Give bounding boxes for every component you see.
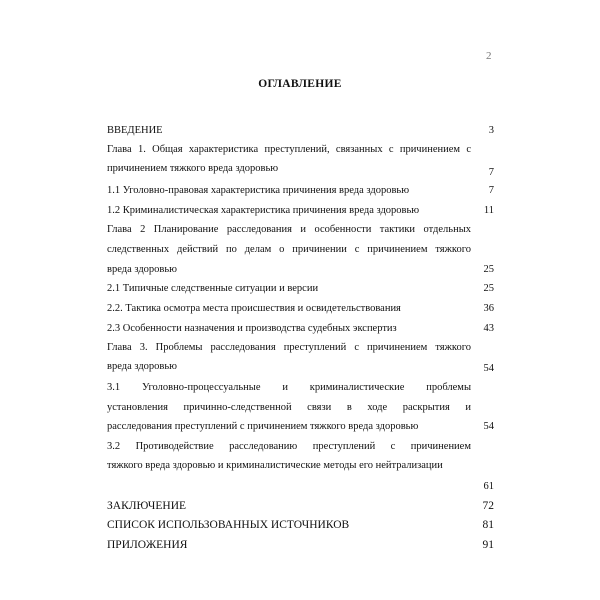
page-number: 2 — [486, 50, 492, 62]
toc-intro-page: 3 — [488, 125, 494, 136]
toc-section-3-1-line3: расследования преступлений с причинением тяжкого вреда здоровью — [107, 421, 419, 432]
toc-section-3-1-page: 54 — [483, 421, 494, 432]
toc-section-2-1-page: 25 — [483, 283, 494, 294]
toc-section-2-1-label: 2.1 Типичные следственные ситуации и версии — [107, 283, 319, 294]
toc-chapter1-page: 7 — [488, 167, 494, 178]
toc-chapter2-page: 25 — [483, 264, 494, 275]
toc-section-1-1-label: 1.1 Уголовно-правовая характеристика причинения вреда здоровью — [107, 185, 410, 196]
toc-chapter3-line2: вреда здоровью — [107, 361, 177, 372]
toc-chapter3-line1: Глава 3. Проблемы расследования преступлений с причинением тяжкого — [107, 342, 471, 353]
toc-appendices-label: ПРИЛОЖЕНИЯ — [107, 539, 188, 551]
toc-references-label: СПИСОК ИСПОЛЬЗОВАННЫХ ИСТОЧНИКОВ — [107, 519, 350, 531]
toc-section-2-2-label: 2.2. Тактика осмотра места происшествия и освидетельствования — [107, 303, 401, 314]
toc-section-1-2-page: 11 — [483, 205, 494, 216]
toc-conclusion-page: 72 — [482, 500, 494, 512]
toc-section-3-1-line2: установления причинно-следственной связи в ходе раскрытия и — [107, 402, 471, 413]
toc-section-2-3-label: 2.3 Особенности назначения и производства судебных экспертиз — [107, 323, 397, 334]
toc-references-page: 81 — [482, 519, 494, 531]
toc-section-3-1-line1: 3.1 Уголовно-процессуальные и криминалистические проблемы — [107, 382, 471, 393]
toc-chapter1-line2: причинением тяжкого вреда здоровью — [107, 163, 279, 174]
toc-chapter2-line3: вреда здоровью — [107, 264, 177, 275]
toc-section-2-3-page: 43 — [483, 323, 494, 334]
toc-conclusion-label: ЗАКЛЮЧЕНИЕ — [107, 500, 187, 512]
toc-section-3-2-page: 61 — [483, 481, 494, 492]
toc-section-1-2-label: 1.2 Криминалистическая характеристика причинения вреда здоровью — [107, 205, 420, 216]
page-title: ОГЛАВЛЕНИЕ — [258, 78, 342, 90]
toc-section-3-2-line2: тяжкого вреда здоровью и криминалистические методы его нейтрализации — [107, 460, 443, 471]
toc-section-3-2-line1: 3.2 Противодействие расследованию преступлений с причинением — [107, 441, 471, 452]
toc-chapter2-line1: Глава 2 Планирование расследования и особенности тактики отдельных — [107, 224, 471, 235]
toc-chapter2-line2: следственных действий по делам о причинении с причинением тяжкого — [107, 244, 471, 255]
toc-chapter1-line1: Глава 1. Общая характеристика преступлений, связанных с причинением с — [107, 144, 471, 155]
toc-section-1-1-page: 7 — [488, 185, 494, 196]
toc-appendices-page: 91 — [482, 539, 494, 551]
toc-intro-label: ВВЕДЕНИЕ — [107, 125, 163, 136]
toc-section-2-2-page: 36 — [483, 303, 494, 314]
toc-chapter3-page: 54 — [483, 363, 494, 374]
